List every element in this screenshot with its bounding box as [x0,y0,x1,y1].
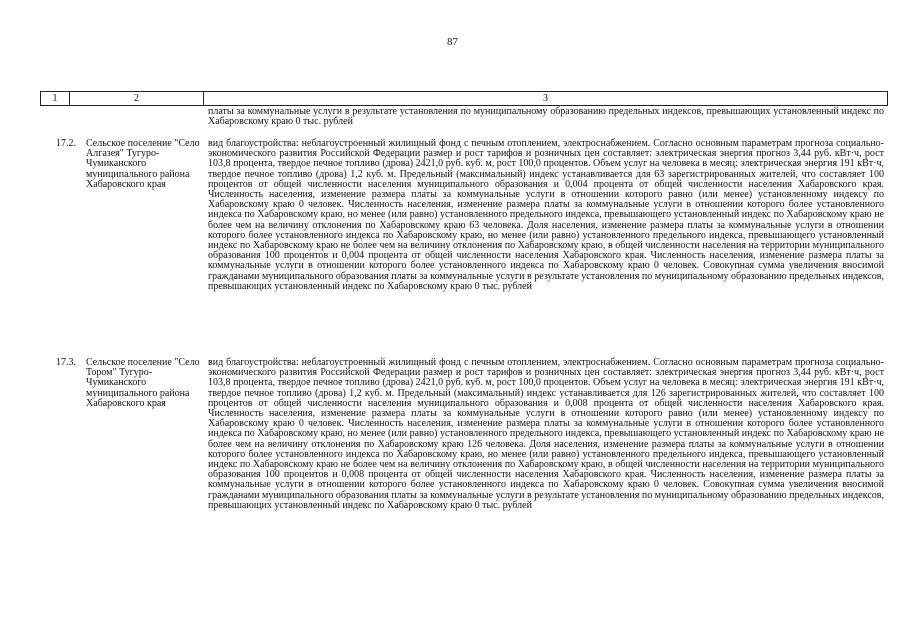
settlement-name: Сельское поселение "Село Алгазея" Тугуро-Чумиканского муниципального района Хабаровского края [86,138,200,190]
continuation-text: платы за коммунальные услуги в результате установления по муниципальному образованию предельных индексов, превышающих установленный индекс по Хабаровскому краю 0 тыс. рублей [208,106,884,128]
row-number: 17.3. [56,357,76,368]
column-number-1: 1 [41,92,70,106]
column-number-2: 2 [70,92,204,106]
table-header [40,91,888,106]
table-header-row [41,92,888,106]
page-number: 87 [447,36,458,48]
settlement-description: вид благоустройства: неблагоустроенный жилищный фонд с печным отоплением, электроснабжением. Согласно основным параметрам прогноза социально-экономического развития Российской Федерации размер и рост тарифов и розничных цен составляет: электрическая энергия прогноз 3,44 руб. кВт·ч, рост 103,8 процента, твердое печное топливо (дрова) 2421,0 руб. куб. м, рост 100,0 процентов. Объем услуг на человека в месяц: электрическая энергия 191 кВт·ч, твердое печное топливо (дрова) 1,2 куб. м. Предельный (максимальный) индекс устанавливается для 126 зарегистрированных жителей, что составляет 100 процентов от общей численности населения муниципального образования и 0,008 процента от общей численности населения Хабаровского края. Численность населения, изменение размера платы за коммунальные услуги в отношении которого равно (или менее) установленному индексу по Хабаровскому краю 0 человек. Численность населения, изменение размера платы за коммунальные услуги в отношении которого более установленного индекса по Хабаровскому краю, но менее (или равно) установленного предельного индекса, превышающего установленный индекс по Хабаровскому краю не более чем на величину отклонения по Хабаровскому краю 126 человека. Доля населения, изменение размера платы за коммунальные услуги в отношении которого более установленного индекса по Хабаровскому краю, но менее (или равно) установленного предельного индекса, превышающего установленный индекс по Хабаровскому краю не более чем на величину отклонения по Хабаровскому краю, в общей численности населения на территории муниципального образования 100 процентов и 0,008 процента от общей численности населения Хабаровского края. Численность населения, изменение размера платы за коммунальные услуги в отношении которого более установленного индекса по Хабаровскому краю 0 человек. Совокупная сумма увеличения вносимой гражданами муниципального образования платы за коммунальные услуги в результате установления по муниципальному образованию предельных индексов, превышающих установленный индекс по Хабаровскому краю 0 тыс. рублей [208,357,884,511]
column-number-3: 3 [204,92,888,106]
settlement-name: Сельское поселение "Село Тором" Тугуро-Чумиканского муниципального района Хабаровского края [86,357,200,409]
settlement-description: вид благоустройства: неблагоустроенный жилищный фонд с печным отоплением, электроснабжением. Согласно основным параметрам прогноза социально-экономического развития Российской Федерации размер и рост тарифов и розничных цен составляет: электрическая энергия прогноз 3,44 руб. кВт·ч, рост 103,8 процента, твердое печное топливо (дрова) 2421,0 руб. куб. м, рост 100,0 процентов. Объем услуг на человека в месяц: электрическая энергия 191 кВт·ч, твердое печное топливо (дрова) 1,2 куб. м. Предельный (максимальный) индекс устанавливается для 63 зарегистрированных жителей, что составляет 100 процентов от общей численности населения муниципального образования и 0,004 процента от общей численности населения Хабаровского края. Численность населения, изменение размера платы за коммунальные услуги в отношении которого равно (или менее) установленному индексу по Хабаровскому краю 0 человек. Численность населения, изменение размера платы за коммунальные услуги в отношении которого более установленного индекса по Хабаровскому краю, но менее (или равно) установленного предельного индекса, превышающего установленный индекс по Хабаровскому краю не более чем на величину отклонения по Хабаровскому краю 63 человека. Доля населения, изменение размера платы за коммунальные услуги в отношении которого более установленного индекса по Хабаровскому краю, но менее (или равно) установленного предельного индекса, превышающего установленный индекс по Хабаровскому краю не более чем на величину отклонения по Хабаровскому краю, в общей численности населения на территории муниципального образования 100 процентов и 0,004 процента от общей численности населения Хабаровского края. Численность населения, изменение размера платы за коммунальные услуги в отношении которого более установленного индекса по Хабаровскому краю 0 человек. Совокупная сумма увеличения вносимой гражданами муниципального образования платы за коммунальные услуги в результате установления по муниципальному образованию предельных индексов, превышающих установленный индекс по Хабаровскому краю 0 тыс. рублей [208,138,884,292]
row-number: 17.2. [56,138,76,149]
